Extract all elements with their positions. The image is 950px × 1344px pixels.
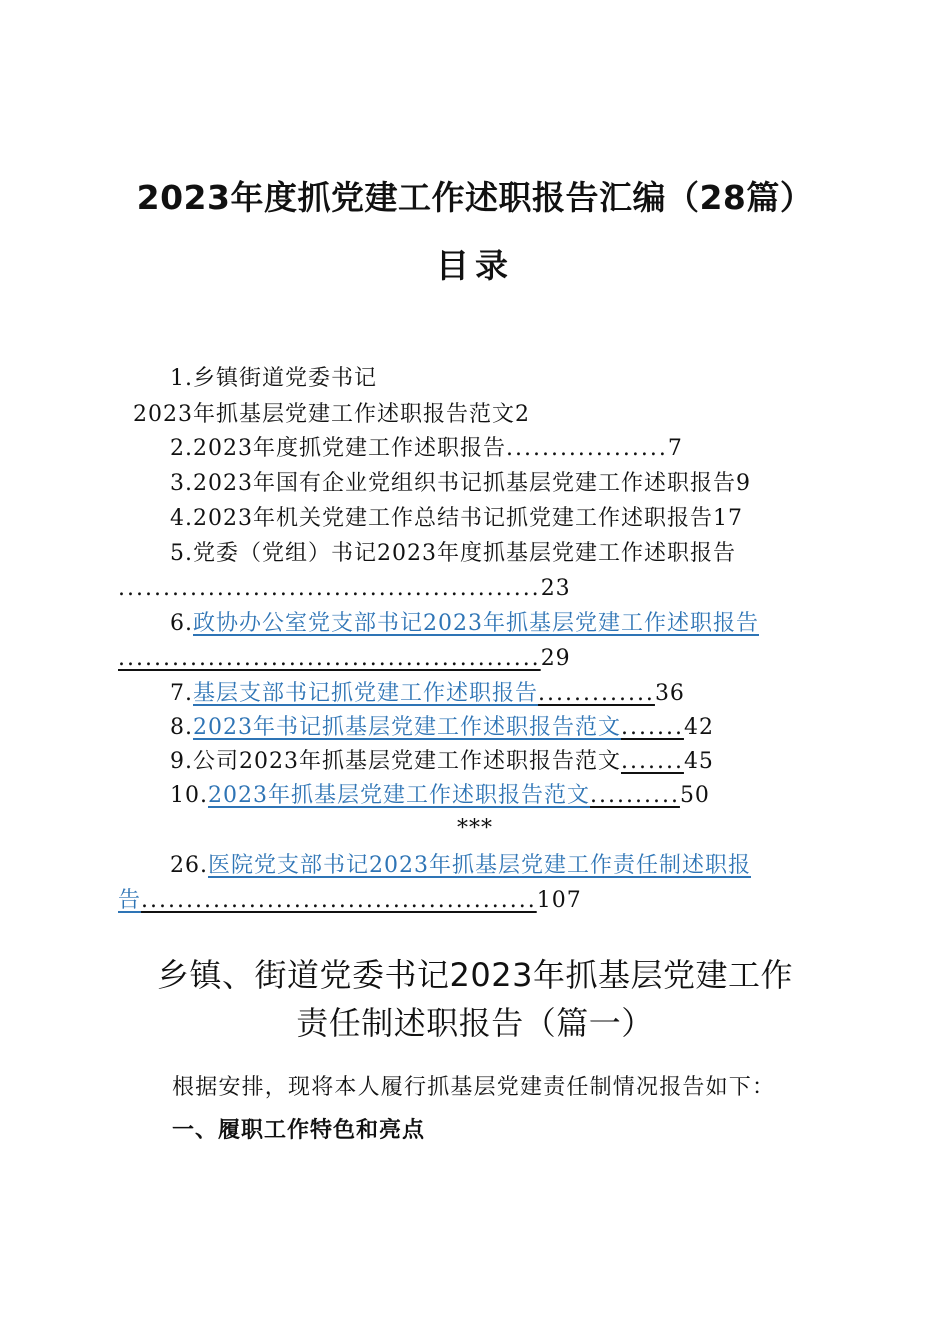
toc-entry-26-number: 26. <box>170 853 208 878</box>
toc-page-number: 42 <box>683 715 714 740</box>
toc-entry-2[interactable] <box>170 434 683 464</box>
toc-entry-6-number: 6. <box>170 611 193 636</box>
section-heading: 一、履职工作特色和亮点 <box>172 1118 426 1143</box>
toc-entry-7-number: 7. <box>170 681 193 706</box>
toc-page-number: 45 <box>683 749 714 774</box>
toc-entry-1-line1[interactable]: 1.乡镇街道党委书记 <box>170 366 377 391</box>
toc-page-number: 23 <box>540 576 571 601</box>
toc-entry-9[interactable] <box>170 747 714 777</box>
toc-page-number: 7 <box>667 436 683 461</box>
toc-entry-26-link-cont[interactable]: 告 <box>118 888 142 913</box>
section-title-line2: 责任制述职报告（篇一） <box>296 1004 654 1042</box>
toc-entry-5[interactable]: 5.党委（党组）书记2023年度抓基层党建工作述职报告 <box>170 541 736 566</box>
toc-entry-10-number: 10. <box>170 783 208 808</box>
toc-page-number: 36 <box>654 681 685 706</box>
toc-page-number: 107 <box>536 888 582 913</box>
toc-entry-7-link[interactable]: 基层支部书记抓党建工作述职报告 <box>193 681 539 706</box>
toc-leader-dots: ............................................... <box>118 646 541 671</box>
toc-entry-26[interactable] <box>170 851 751 881</box>
toc-entry-9-title: 9.公司2023年抓基层党建工作述职报告范文 <box>170 749 621 774</box>
toc-separator: *** <box>457 816 493 841</box>
toc-entry-8-number: 8. <box>170 715 193 740</box>
toc-entry-26-leader[interactable] <box>118 886 582 916</box>
toc-entry-7[interactable] <box>170 679 685 709</box>
document-title: 2023年度抓党建工作述职报告汇编（28篇） <box>136 178 814 217</box>
toc-entry-10[interactable] <box>170 781 710 811</box>
toc-entry-26-link[interactable]: 医院党支部书记2023年抓基层党建工作责任制述职报 <box>208 853 751 878</box>
toc-entry-8[interactable] <box>170 713 714 743</box>
toc-leader-dots: ....... <box>621 715 684 740</box>
toc-entry-2-title: 2.2023年度抓党建工作述职报告 <box>170 436 506 461</box>
intro-paragraph: 根据安排，现将本人履行抓基层党建责任制情况报告如下： <box>172 1075 776 1100</box>
toc-entry-10-link[interactable]: 2023年抓基层党建工作述职报告范文 <box>208 783 590 808</box>
toc-entry-3[interactable]: 3.2023年国有企业党组织书记抓基层党建工作述职报告9 <box>170 471 751 496</box>
section-title-line1: 乡镇、街道党委书记2023年抓基层党建工作 <box>157 956 793 994</box>
toc-entry-8-link[interactable]: 2023年书记抓基层党建工作述职报告范文 <box>193 715 621 740</box>
toc-leader-dots: .......... <box>590 783 680 808</box>
toc-leader-dots: ............. <box>538 681 655 706</box>
toc-leader-dots: ............................................ <box>141 888 537 913</box>
toc-leader-dots: ............................................... <box>118 576 541 601</box>
toc-entry-6[interactable] <box>170 609 759 639</box>
toc-heading: 目录 <box>436 246 514 285</box>
toc-page-number: 29 <box>540 646 571 671</box>
toc-leader-dots: .................. <box>505 436 668 461</box>
toc-entry-1-line2[interactable]: 2023年抓基层党建工作述职报告范文2 <box>133 402 530 427</box>
toc-entry-5-leader[interactable] <box>118 574 571 604</box>
toc-page-number: 50 <box>679 783 710 808</box>
toc-leader-dots: ....... <box>620 749 684 774</box>
toc-entry-6-leader[interactable] <box>118 644 571 674</box>
toc-entry-4[interactable]: 4.2023年机关党建工作总结书记抓党建工作述职报告17 <box>170 506 743 531</box>
toc-entry-6-link[interactable]: 政协办公室党支部书记2023年抓基层党建工作述职报告 <box>193 611 759 636</box>
